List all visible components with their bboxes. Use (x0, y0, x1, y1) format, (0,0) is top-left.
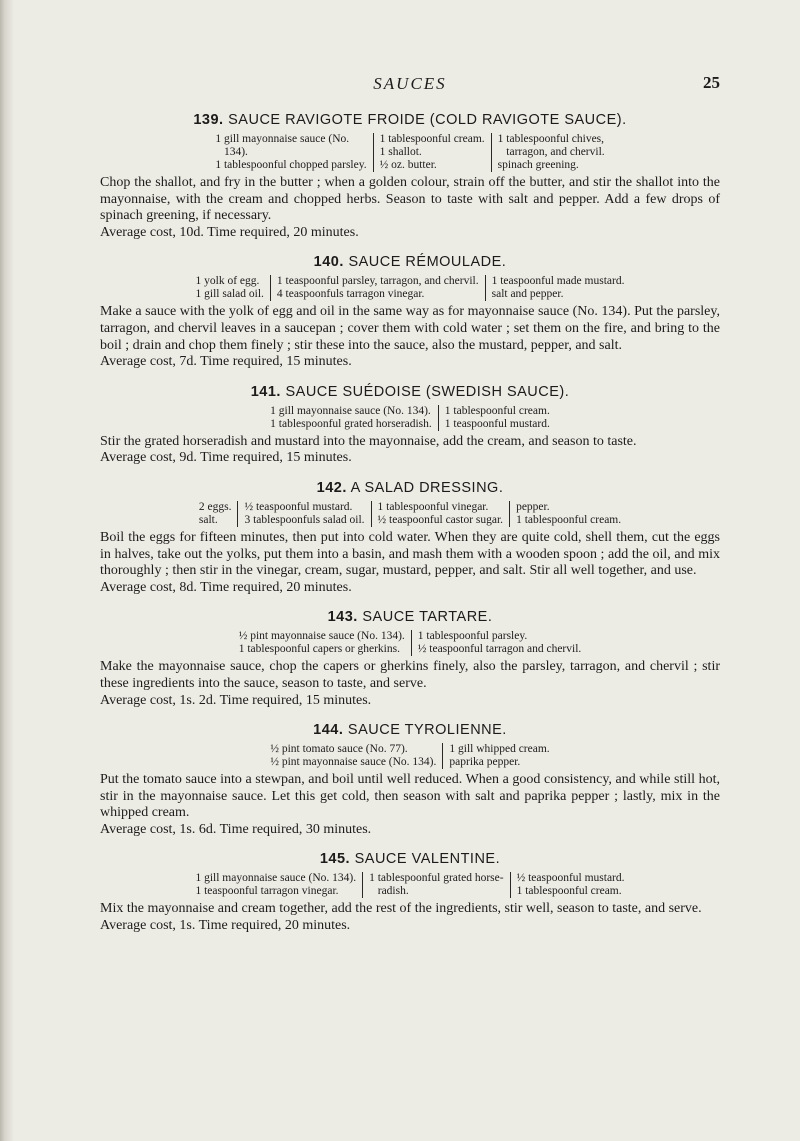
ingredient-line: 1 gill salad oil. (195, 288, 264, 301)
recipe-title-text: SAUCE RAVIGOTE FROIDE (COLD RAVIGOTE SAUCE). (228, 112, 627, 128)
recipe-method: Make a sauce with the yolk of egg and oil in the same way as for mayonnaise sauce (No. 134). Put the parsley, tarragon, and chervil leaves in a saucepan ; cover them with cold water ; set them on the fire, and bring to the boil ; drain and chop them finely ; stir these into the sauce, also the mustard, pepper, and salt. (100, 304, 720, 353)
ingredient-line: ½ pint tomato sauce (No. 77). (270, 743, 408, 756)
recipe-number: 141. (250, 383, 281, 400)
ingredient-line: spinach greening. (497, 159, 579, 171)
recipe-method: Chop the shallot, and fry in the butter ; when a golden colour, strain off the butter, and stir the shallot into the mayonnaise, with the cream and chopped herbs. Season to taste with salt and pepper. Add a few drops of spinach greening, if necessary. (100, 175, 720, 224)
recipe-section (100, 112, 720, 241)
ingredient-list (100, 501, 720, 527)
recipe-cost-time: Average cost, 1s. 2d. Time required, 15 minutes. (100, 692, 372, 708)
recipe-section (100, 254, 720, 370)
page-binding-edge (0, 0, 14, 1141)
recipe-number: 143. (327, 609, 358, 626)
ingredient-column (233, 630, 411, 656)
recipe-cost-time: Average cost, 10d. Time required, 20 minutes. (100, 224, 359, 240)
ingredient-column (264, 405, 438, 431)
recipe-method: Put the tomato sauce into a stewpan, and boil until well reduced. When a good consistency, and while still hot, stir in the mayonnaise sauce. Let this get cold, then season with salt and paprika pepper ; lastly, mix in the whipped cream. (100, 772, 720, 821)
ingredient-column (189, 872, 362, 898)
recipe-title (100, 609, 720, 625)
recipe-cost-time: Average cost, 8d. Time required, 20 minutes. (100, 579, 352, 595)
page-number: 25 (703, 73, 720, 92)
ingredient-column (237, 501, 370, 527)
ingredient-line: 1 tablespoonful parsley. (417, 630, 528, 643)
recipe-number: 144. (313, 722, 344, 739)
ingredient-line: ½ teaspoonful castor sugar. (377, 513, 504, 526)
ingredient-column (491, 133, 611, 172)
ingredient-line: ½ teaspoonful mustard. (516, 872, 625, 885)
ingredient-line: 1 shallot. (379, 146, 422, 158)
ingredient-line: 1 tablespoonful grated horseradish. (270, 417, 432, 430)
ingredient-line: ½ teaspoonful tarragon and chervil. (417, 643, 582, 656)
ingredient-line: 1 teaspoonful parsley, tarragon, and chervil. (276, 275, 479, 288)
ingredient-line: 1 tablespoonful cream. (516, 885, 622, 898)
ingredient-line: 1 tablespoonful cream. (444, 404, 550, 417)
recipe-number: 139. (193, 112, 224, 128)
recipe-title (100, 112, 720, 128)
recipe-title (100, 254, 720, 270)
ingredient-line: 1 tablespoonful capers or gherkins. (238, 643, 400, 656)
recipe-title (100, 480, 720, 496)
recipe-method: Boil the eggs for fifteen minutes, then put into cold water. When they are quite cold, shell them, cut the eggs in halves, take out the yolks, put them into a basin, and mash them with a wooden spoon ; add the oil, and mix thoroughly ; then stir in the vinegar, cream, sugar, mustard, pepper, and salt. Stir all well together, and use. (100, 529, 720, 579)
recipe-method: Make the mayonnaise sauce, chop the capers or gherkins finely, also the parsley, tarragon, and chervil ; stir these ingredients into the sauce, season to taste, and serve. (100, 659, 720, 691)
recipe-section (100, 480, 720, 596)
ingredient-line: 1 gill whipped cream. (449, 743, 550, 756)
ingredient-line: 2 eggs. (198, 500, 232, 513)
recipe-number: 142. (316, 479, 347, 496)
ingredient-column (442, 743, 555, 769)
ingredient-column (193, 501, 238, 527)
ingredient-list (100, 275, 720, 301)
ingredient-line: 1 gill mayonnaise sauce (No. 134). (270, 404, 431, 417)
ingredient-line: 1 tablespoonful cream. (516, 513, 622, 526)
recipe-title-text: SAUCE SUÉDOISE (SWEDISH SAUCE). (285, 383, 570, 400)
recipe-section (100, 384, 720, 467)
book-page (100, 70, 720, 948)
ingredient-column (190, 275, 270, 301)
recipe-title (100, 384, 720, 400)
running-title: SAUCES (373, 74, 447, 93)
ingredient-line: 3 tablespoonfuls salad oil. (244, 513, 365, 526)
ingredient-line: 1 yolk of egg. (195, 275, 260, 288)
ingredient-line: paprika pepper. (449, 756, 521, 769)
ingredient-list (100, 405, 720, 431)
recipe-section (100, 722, 720, 838)
ingredient-line: radish. (369, 885, 409, 898)
ingredient-column (362, 872, 509, 898)
ingredient-line: ½ pint mayonnaise sauce (No. 134). (270, 756, 437, 769)
recipe-title (100, 851, 720, 867)
ingredient-column (209, 133, 372, 172)
ingredient-list (100, 872, 720, 898)
recipe-title-text: SAUCE TYROLIENNE. (347, 722, 507, 739)
ingredient-line: 1 tablespoonful chives, (497, 133, 605, 145)
recipe-number: 145. (319, 851, 351, 868)
recipe-title (100, 722, 720, 738)
ingredient-column (371, 501, 510, 527)
ingredient-column (373, 133, 491, 172)
ingredient-list (100, 133, 720, 172)
ingredient-column (438, 405, 556, 431)
recipe-title-text: SAUCE RÉMOULADE. (348, 254, 507, 271)
ingredient-line: salt. (198, 513, 218, 526)
ingredient-line: 134). (215, 146, 248, 158)
ingredient-list (100, 630, 720, 656)
ingredient-column (510, 872, 631, 898)
recipe-list (100, 112, 720, 935)
ingredient-line: 1 tablespoonful vinegar. (377, 500, 489, 513)
recipe-title-text: SAUCE VALENTINE. (354, 851, 501, 868)
ingredient-column (264, 743, 442, 769)
recipe-method: Stir the grated horseradish and mustard into the mayonnaise, add the cream, and season to taste. (100, 433, 637, 449)
ingredient-line: 1 tablespoonful chopped parsley. (215, 159, 367, 171)
recipe-cost-time: Average cost, 7d. Time required, 15 minutes. (100, 354, 352, 370)
ingredient-line: ½ teaspoonful mustard. (244, 500, 353, 513)
ingredient-line: 4 teaspoonfuls tarragon vinegar. (276, 288, 425, 301)
ingredient-column (411, 630, 588, 656)
recipe-number: 140. (313, 254, 344, 271)
ingredient-line: tarragon, and chervil. (497, 146, 605, 158)
ingredient-line: 1 tablespoonful grated horse- (369, 872, 504, 885)
ingredient-line: salt and pepper. (491, 288, 564, 301)
ingredient-line: ½ oz. butter. (379, 159, 437, 171)
ingredient-column (270, 275, 485, 301)
recipe-cost-time: Average cost, 9d. Time required, 15 minutes. (100, 450, 352, 466)
recipe-section (100, 609, 720, 709)
ingredient-line: 1 gill mayonnaise sauce (No. 134). (195, 872, 357, 885)
ingredient-line: pepper. (516, 500, 550, 513)
ingredient-line: 1 gill mayonnaise sauce (No. (215, 133, 350, 145)
ingredient-column (509, 501, 627, 527)
ingredient-line: ½ pint mayonnaise sauce (No. 134). (238, 630, 405, 643)
recipe-cost-time: Average cost, 1s. Time required, 20 minutes. (100, 918, 351, 934)
ingredient-column (485, 275, 631, 301)
recipe-method: Mix the mayonnaise and cream together, add the rest of the ingredients, stir well, season to taste, and serve. (100, 901, 702, 917)
recipe-section (100, 851, 720, 934)
recipe-cost-time: Average cost, 1s. 6d. Time required, 30 minutes. (100, 821, 372, 837)
recipe-title-text: A SALAD DRESSING. (350, 479, 504, 496)
ingredient-line: 1 tablespoonful cream. (379, 133, 485, 145)
running-head (100, 70, 720, 98)
ingredient-list (100, 743, 720, 769)
recipe-title-text: SAUCE TARTARE. (362, 609, 493, 626)
ingredient-line: 1 teaspoonful made mustard. (491, 275, 625, 288)
ingredient-line: 1 teaspoonful mustard. (444, 417, 550, 430)
ingredient-line: 1 teaspoonful tarragon vinegar. (195, 885, 339, 898)
